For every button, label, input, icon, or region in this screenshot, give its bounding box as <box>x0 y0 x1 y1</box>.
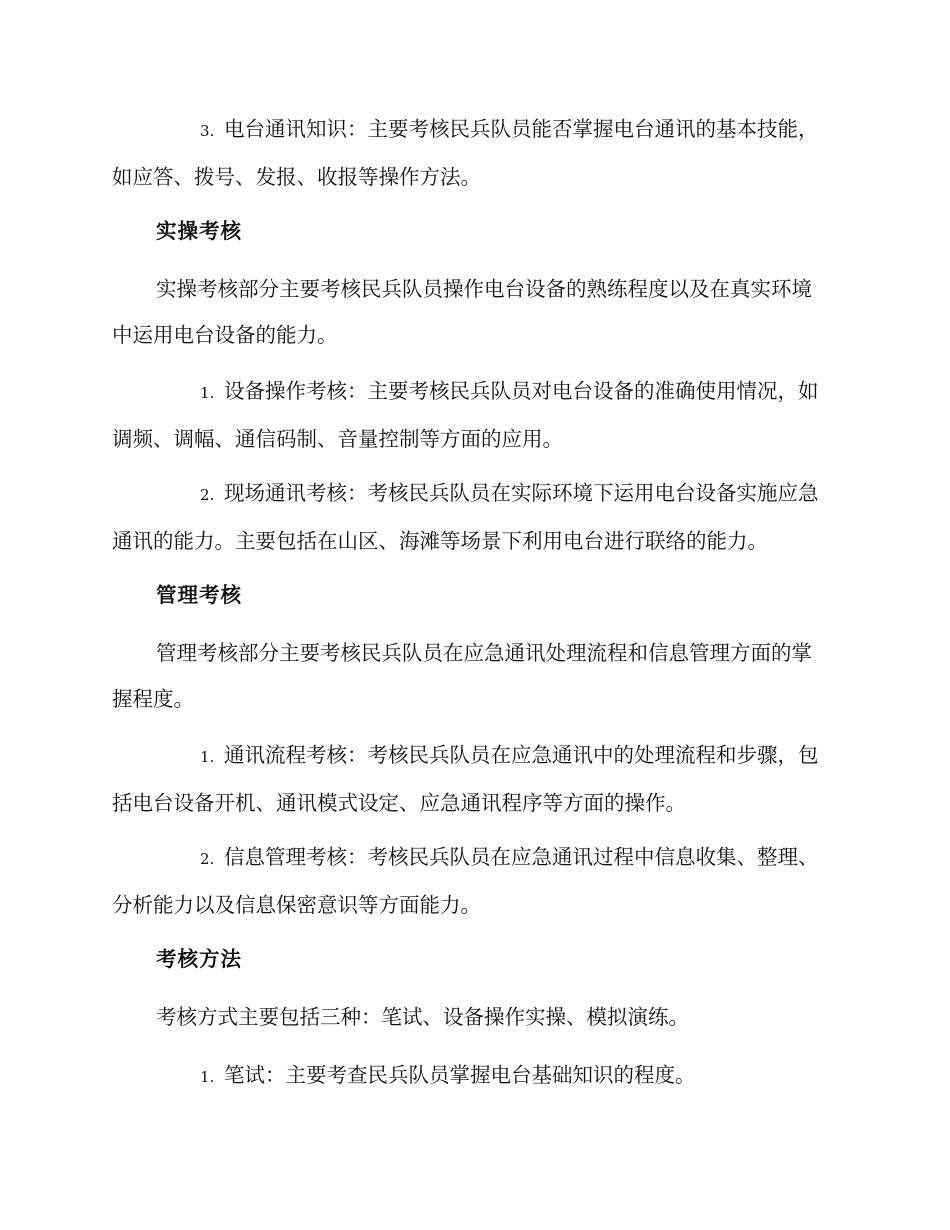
list-item-text: 设备操作考核：主要考核民兵队员对电台设备的准确使用情况，如调频、调幅、通信码制、音量控制等方面的应用。 <box>112 379 819 451</box>
list-number: 3. <box>200 122 215 140</box>
list-item <box>112 368 832 462</box>
list-item-text: 信息管理考核：考核民兵队员在应急通讯过程中信息收集、整理、分析能力以及信息保密意识等方面能力。 <box>112 845 819 917</box>
list-item-text: 电台通讯知识：主要考核民兵队员能否掌握电台通讯的基本技能，如应答、拨号、发报、收报等操作方法。 <box>112 117 819 189</box>
list-item <box>112 834 832 928</box>
section-heading: 实操考核 <box>156 219 242 243</box>
list-item <box>112 106 832 200</box>
list-item <box>112 1052 832 1100</box>
paragraph: 管理考核部分主要考核民兵队员在应急通讯处理流程和信息管理方面的掌握程度。 <box>112 641 812 711</box>
list-number: 2. <box>200 850 215 868</box>
list-item <box>112 470 832 564</box>
section-heading: 管理考核 <box>156 583 242 607</box>
list-number: 1. <box>200 748 215 766</box>
list-item-text: 通讯流程考核：考核民兵队员在应急通讯中的处理流程和步骤，包括电台设备开机、通讯模式设定、应急通讯程序等方面的操作。 <box>112 743 819 815</box>
list-number: 2. <box>200 486 215 504</box>
section-heading: 考核方法 <box>156 947 242 971</box>
list-item <box>112 732 832 826</box>
list-item-text: 笔试：主要考查民兵队员掌握电台基础知识的程度。 <box>224 1063 696 1087</box>
list-number: 1. <box>200 384 215 402</box>
list-item-text: 现场通讯考核：考核民兵队员在实际环境下运用电台设备实施应急通讯的能力。主要包括在山区、海滩等场景下利用电台进行联络的能力。 <box>112 481 819 553</box>
paragraph: 实操考核部分主要考核民兵队员操作电台设备的熟练程度以及在真实环境中运用电台设备的能力。 <box>112 277 812 347</box>
paragraph: 考核方式主要包括三种：笔试、设备操作实操、模拟演练。 <box>156 1005 689 1029</box>
list-number: 1. <box>200 1068 215 1086</box>
